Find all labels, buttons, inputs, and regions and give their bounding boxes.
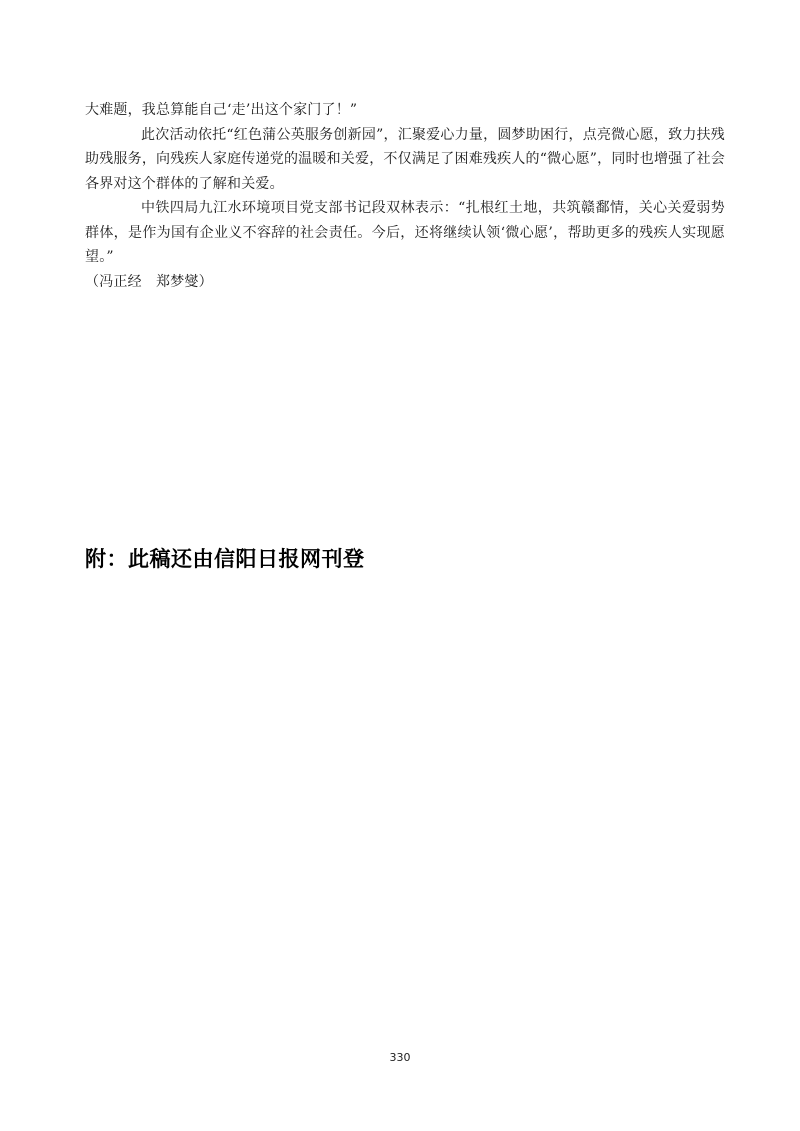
page-number: 330 xyxy=(389,1051,411,1064)
paragraph-quote: 中铁四局九江水环境项目党支部书记段双林表示：“扎根红土地，共筑赣鄱情，关心关爱弱势群体，是作为国有企业义不容辞的社会责任。今后，还将继续认领‘微心愿’，帮助更多的残疾人实现愿望。” xyxy=(85,200,725,265)
paragraph-continuation: 大难题，我总算能自己‘走’出这个家门了！” xyxy=(85,102,358,118)
article-body xyxy=(85,98,725,294)
byline: （冯正经 郑梦燮） xyxy=(85,273,213,290)
appendix-heading: 附：此稿还由信阳日报网刊登 xyxy=(85,547,365,571)
paragraph-activity: 此次活动依托“红色蒲公英服务创新园”，汇聚爱心力量，圆梦助困行，点亮微心愿，致力扶残助残服务，向残疾人家庭传递党的温暖和关爱，不仅满足了困难残疾人的“微心愿”，同时也增强了社会各界对这个群体的了解和关爱。 xyxy=(85,126,725,192)
